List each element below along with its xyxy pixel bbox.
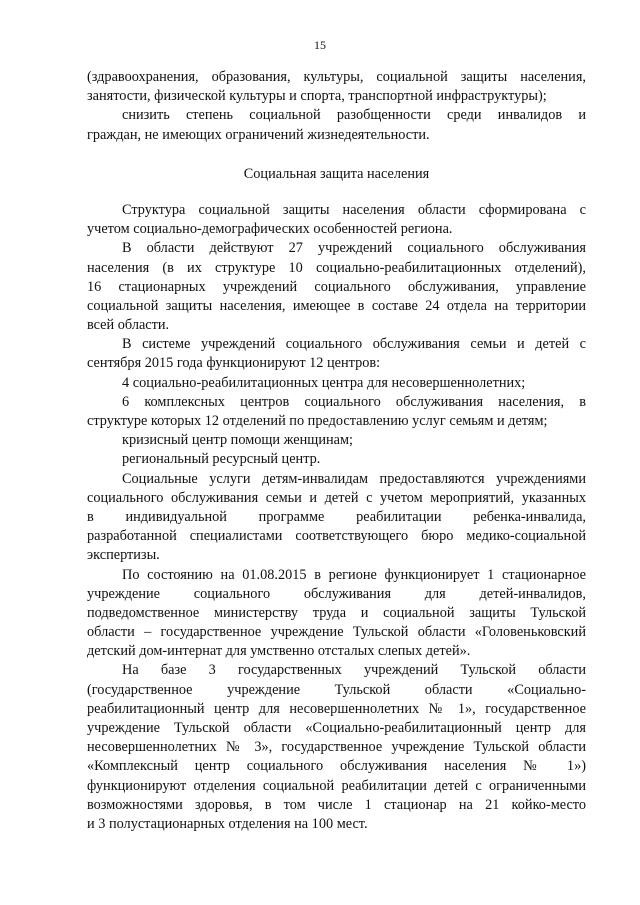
text-line: (государственное учреждение Тульской области «Социально-	[87, 681, 586, 698]
text-line: «Комплексный центр социального обслуживания населения № 1»)	[87, 758, 586, 775]
text-line: (здравоохранения, образования, культуры, социальной защиты населения,	[87, 69, 586, 85]
paragraph-spacer	[87, 184, 586, 201]
page-number: 15	[314, 38, 326, 52]
text-line: детский дом-интернат для умственно отсталых слепых детей».	[87, 643, 471, 660]
paragraph-spacer	[87, 145, 586, 165]
text-line: подведомственное министерству труда и социальной защиты Тульской	[87, 604, 586, 621]
text-line: функционируют отделения социальной реабилитации детей с ограниченными	[87, 777, 586, 794]
text-line: кризисный центр помощи женщинам;	[122, 432, 353, 449]
text-line: в индивидуальной программе реабилитации ребенка-инвалида,	[87, 508, 586, 525]
text-line: области – государственное учреждение Тульской области «Головеньковский	[87, 624, 586, 641]
text-line: учреждение социального обслуживания для детей-инвалидов,	[87, 585, 586, 602]
text-line: В области действуют 27 учреждений социального обслуживания	[122, 240, 586, 257]
text-line: населения (в их структуре 10 социально-реабилитационных отделений),	[87, 259, 586, 276]
text-line: 16 стационарных учреждений социального обслуживания, управление	[87, 278, 586, 295]
text-line: учетом социально-демографических особенностей региона.	[87, 221, 453, 238]
section-heading: Социальная защита населения	[243, 165, 430, 182]
text-line: занятости, физической культуры и спорта, транспортной инфраструктуры);	[87, 88, 547, 105]
text-line: граждан, не имеющих ограничений жизнедеятельности.	[87, 126, 430, 143]
text-line: Социальные услуги детям-инвалидам предоставляются учреждениями	[122, 470, 586, 487]
text-line: и 3 полустационарных отделения на 100 мест.	[87, 815, 368, 832]
text-line: 4 социально-реабилитационных центра для несовершеннолетних;	[122, 374, 526, 391]
text-line: экспертизы.	[87, 547, 160, 564]
text-line: социальной защиты населения, имеющее в составе 24 отдела на территории	[87, 297, 586, 314]
text-line: снизить степень социальной разобщенности среди инвалидов и	[122, 107, 586, 124]
text-line: социального обслуживания семьи и детей с учетом мероприятий, указанных	[87, 489, 586, 506]
document-body	[87, 68, 586, 834]
text-line: учреждение Тульской области «Социально-реабилитационный центр для	[87, 720, 586, 736]
text-line: Структура социальной защиты населения области сформирована с	[122, 201, 586, 218]
text-line: структуре которых 12 отделений по предоставлению услуг семьям и детям;	[87, 413, 548, 429]
text-line: всей области.	[87, 317, 170, 334]
text-line: 6 комплексных центров социального обслуживания населения, в	[122, 393, 586, 410]
text-line: реабилитационный центр для несовершеннолетних № 1», государственное	[87, 700, 586, 717]
text-line: разработанной специалистами соответствующего бюро медико-социальной	[87, 528, 586, 545]
text-line: По состоянию на 01.08.2015 в регионе функционирует 1 стационарное	[122, 566, 586, 583]
text-line: несовершеннолетних № 3», государственное учреждение Тульской области	[87, 739, 586, 756]
text-line: На базе 3 государственных учреждений Тульской области	[122, 662, 586, 679]
text-line: региональный ресурсный центр.	[122, 451, 321, 468]
text-line: возможностями здоровья, в том числе 1 стационар на 21 койко-место	[87, 796, 586, 813]
text-line: В системе учреждений социального обслуживания семьи и детей с	[122, 336, 586, 353]
text-line: сентября 2015 года функционируют 12 центров:	[87, 355, 381, 372]
